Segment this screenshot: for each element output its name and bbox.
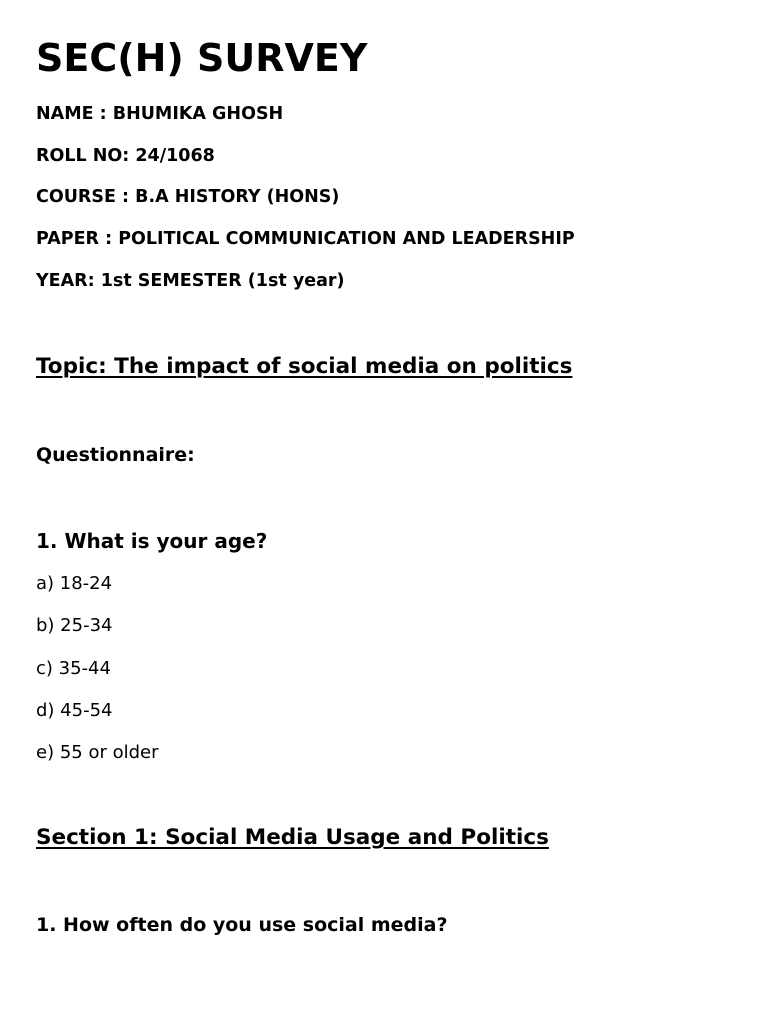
info-paper: PAPER : POLITICAL COMMUNICATION AND LEADERSHIP — [36, 229, 575, 249]
info-roll-no: ROLL NO: 24/1068 — [36, 146, 215, 166]
info-year: YEAR: 1st SEMESTER (1st year) — [36, 271, 345, 291]
document-title: SEC(H) SURVEY — [36, 36, 368, 80]
option-a: a) 18-24 — [36, 573, 113, 594]
questionnaire-label: Questionnaire: — [36, 444, 195, 466]
section-1-heading: Section 1: Social Media Usage and Politics — [36, 825, 549, 850]
option-e: e) 55 or older — [36, 742, 159, 763]
option-b: b) 25-34 — [36, 615, 113, 636]
option-d: d) 45-54 — [36, 700, 113, 721]
option-c: c) 35-44 — [36, 658, 111, 679]
question-social-media-frequency: 1. How often do you use social media? — [36, 914, 448, 936]
info-name: NAME : BHUMIKA GHOSH — [36, 104, 284, 124]
topic-heading: Topic: The impact of social media on politics — [36, 354, 573, 379]
info-course: COURSE : B.A HISTORY (HONS) — [36, 187, 340, 207]
question-age: 1. What is your age? — [36, 529, 268, 553]
